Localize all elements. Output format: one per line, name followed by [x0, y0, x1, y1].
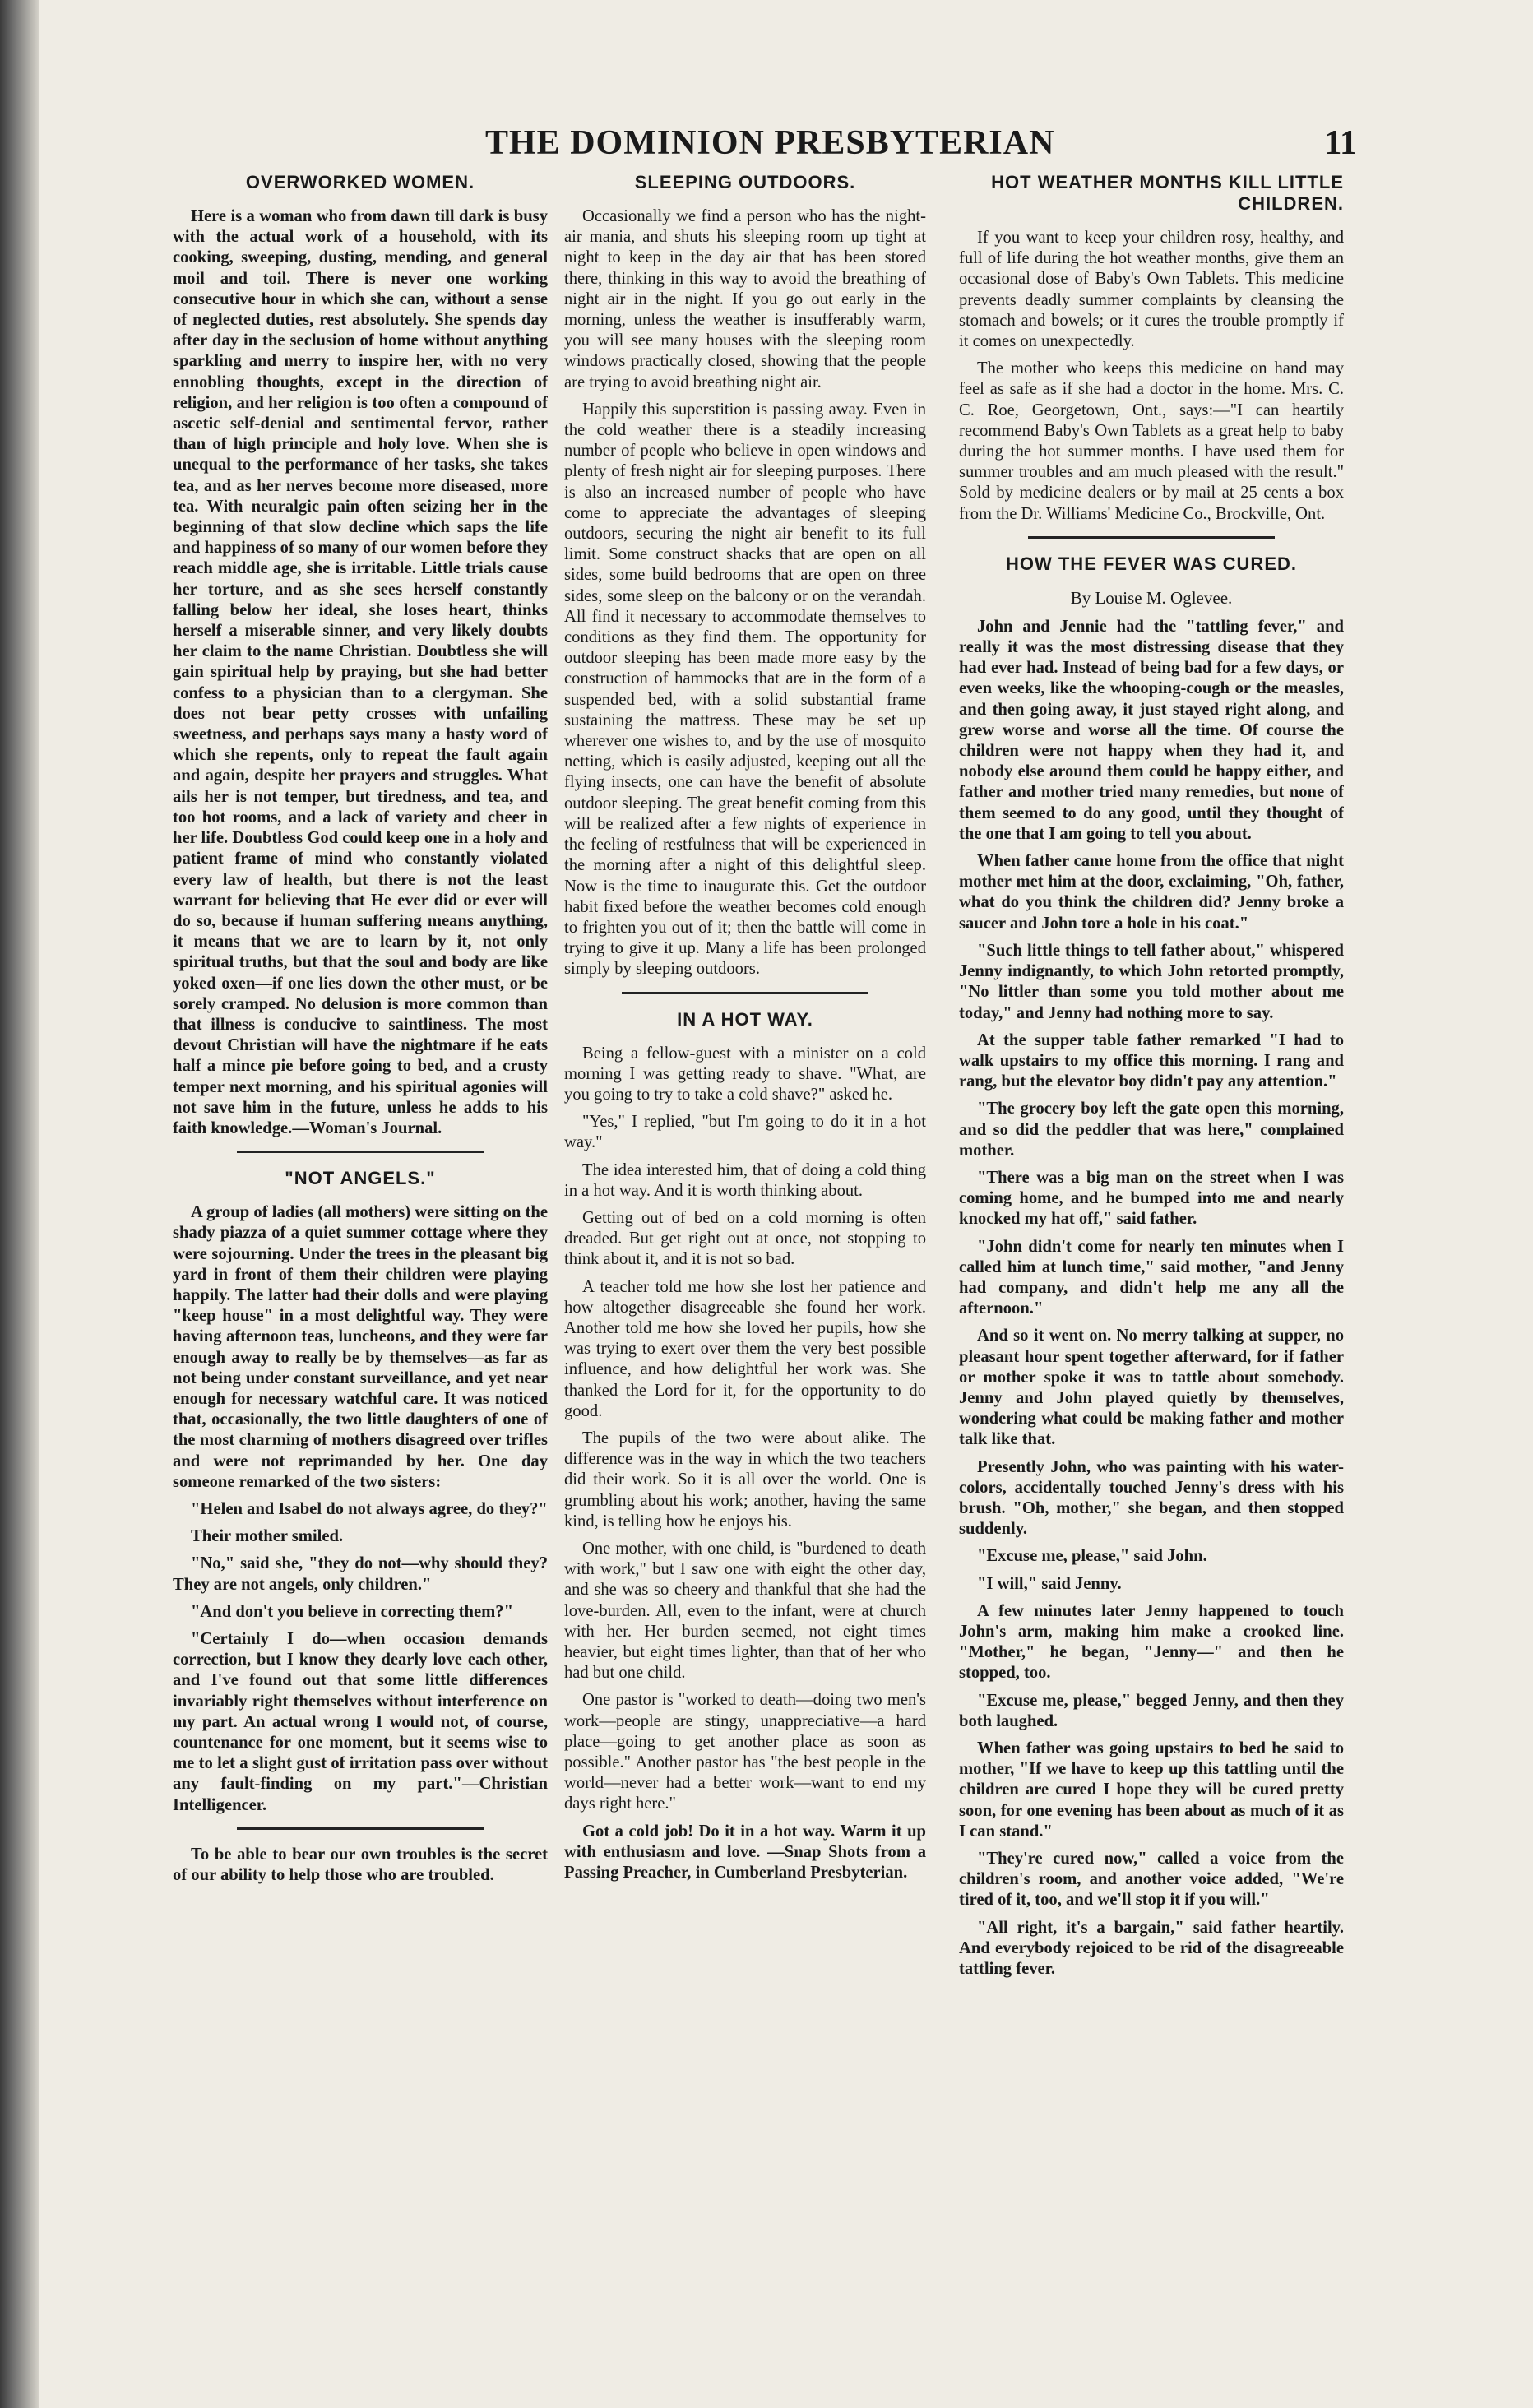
paragraph: Here is a woman who from dawn till dark is busy with the actual work of a household, with its cooking, sweeping, dusting, mending, and general moil and toil. There is never one working consecutive hour in which she can, without a sense of neglected duties, rest absolutely. She spends day after day in the seclusion of home without anything sparkling and merry to inspire her, with no very ennobling thoughts, except in the direction of religion, and her religion is too often a compound of ascetic self-denial and sentimental fervor, rather than of high principle and holy love. When she is unequal to the performance of her tasks, she takes tea, and as her nerves become more diseased, more tea. With neuralgic pain often seizing her in the beginning of that slow decline which saps the life and happiness of so many of our women before they reach middle age, she is irritable. Little trials cause her torture, and as she sees herself constantly falling below her ideal, she loses heart, thinks herself a miserable sinner, and very likely doubts her claim to the name Christian. Doubtless she will gain spiritual help by praying, but she had better confess to a physician than to a clergyman. She does not bear petty crosses with unfailing sweetness, and perhaps says many a hasty word of which she repents, only to repeat the fault again and again, despite her prayers and struggles. What ails her is not temper, but tiredness, and tea, and too hot rooms, and a lack of variety and cheer in her life. Doubtless God could keep one in a holy and patient frame of mind who constantly violated every law of health, but there is not the least warrant for believing that He ever did or ever will do so, because if human suffering means anything, it means that we are to learn by it, not only spiritual truths, but that the soul and body are like yoked oxen—if one lies down the other must, or be sorely cramped. No delusion is more common than that illness is conducive to saintliness. The most devout Christian will have the nightmare if he eats half a mince pie before going to bed, and a crusty temper next morning, and his spiritual agonies will not save him in the future, unless he adds to his faith knowledge.—Woman's Journal.: [173, 207, 548, 1137]
paragraph: "John didn't come for nearly ten minutes when I called him at lunch time," said mother, "and Jenny had company, and didn't help me any all the afternoon.": [959, 1237, 1344, 1318]
paragraph: A group of ladies (all mothers) were sitting on the shady piazza of a quiet summer cottage where they were sojourning. Under the trees in the pleasant big yard in front of them their children were playing happily. The latter had their dolls and were playing "keep house" in a most delightful way. They were having afternoon teas, luncheons, and they were far enough away to really be by themselves—as far as not being under constant surveillance, and yet near enough for necessary watchful care. It was noticed that, occasionally, the two little daughters of one of the most charming of mothers disagreed over trifles and were not reprimanded by her. One day someone remarked of the two sisters:: [173, 1203, 548, 1491]
paragraph: "Excuse me, please," begged Jenny, and then they both laughed.: [959, 1691, 1344, 1730]
article-title: HOT WEATHER MONTHS KILL LITTLE CHILDREN.: [991, 172, 1344, 214]
paragraph: Happily this superstition is passing away. Even in the cold weather there is a steadily increasing number of people who believe in open windows and plenty of fresh night air for sleeping purposes. There is also an increased number of people who have come to appreciate the advantages of sleeping outdoors, securing the night air benefit to its full limit. Some construct shacks that are open on all sides, some build bedrooms that are open on three sides, some sleep on the balcony or on the verandah. All find it necessary to accommodate themselves to conditions as they find them. The opportunity for outdoor sleeping has been made more easy by the construction of hammocks that are in the form of a suspended bed, with a solid substantial frame sustaining the mattress. These may be set up wherever one wishes to, and by the use of mosquito netting, which is easily adjusted, keeping out all the flying insects, one can have the benefit of absolute outdoor sleeping. The great benefit coming from this will be realized after a few nights of experience in the feeling of restfulness that will be experienced in the morning after a night of this delightful sleep. Now is the time to inaugurate this. Get the outdoor habit fixed before the weather becomes cold enough to frighten you out of it; then the battle will come in trying to give it up. Many a life has been prolonged simply by sleeping outdoors.: [564, 400, 926, 979]
paragraph: "Certainly I do—when occasion demands correction, but I know they dearly love each other, and I've found out that some little differences invariably right themselves without interference on my part. An actual wrong I would not, of course, countenance for one moment, but it seems wise to me to let a slight gust of irritation pass over without any fault-finding on my part."—Christian Intelligencer.: [173, 1630, 548, 1814]
article-body: [173, 206, 548, 1139]
closing-note: To be able to bear our own troubles is the secret of our ability to help those who are troubled.: [173, 1845, 548, 1885]
paragraph: "They're cured now," called a voice from the children's room, and another voice added, "We're tired of it, too, and we'll stop it if you will.": [959, 1850, 1344, 1910]
paragraph: "And don't you believe in correcting them?": [191, 1602, 514, 1621]
article-body: [564, 206, 926, 980]
article-title: IN A HOT WAY.: [677, 1008, 813, 1030]
paragraph: The mother who keeps this medicine on hand may feel as safe as if she had a doctor in the home. Mrs. C. C. Roe, Georgetown, Ont., says:—"I can heartily recommend Baby's Own Tablets as a great help to baby during the hot summer months. I have used them for summer troubles and am much pleased with the result." Sold by medicine dealers or by mail at 25 cents a box from the Dr. Williams' Medicine Co., Brockville, Ont.: [959, 359, 1344, 523]
divider: [1028, 536, 1275, 539]
paragraph: "Helen and Isabel do not always agree, do they?": [191, 1499, 548, 1518]
paragraph: One mother, with one child, is "burdened to death with work," but I saw one with eight the other day, and she was so cheery and thankful that she had the love-burden. All, even to the infant, were at church with her. Her burden seemed, not eight times heavier, but eight times lighter, than that of her who had but one child.: [564, 1539, 926, 1683]
paragraph: "There was a big man on the street when I was coming home, and he bumped into me and nearly knocked my hat off," said father.: [959, 1168, 1344, 1229]
article-body: [959, 617, 1344, 1980]
page-header: [485, 123, 1357, 169]
paragraph: When father came home from the office that night mother met him at the door, exclaiming, "Oh, father, what do you think the children did? Jenny broke a saucer and John tore a hole in his coat.": [959, 852, 1344, 933]
paragraph: A few minutes later Jenny happened to touch John's arm, making him make a crooked line. "Mother," he began, "Jenny—" and then he stopped, too.: [959, 1601, 1344, 1683]
paragraph: At the supper table father remarked "I had to walk upstairs to my office this morning. I rang and rang, but the elevator boy didn't pay any attention.": [959, 1030, 1344, 1091]
article-body: [173, 1202, 548, 1816]
paragraph: One pastor is "worked to death—doing two men's work—people are stingy, unappreciative—a hard place—going to get another place as soon as possible." Another pastor has "the best people in the world—never had a better work—want to end my days right here.": [564, 1691, 926, 1813]
paragraph: Got a cold job! Do it in a hot way. Warm it up with enthusiasm and love. —Snap Shots from a Passing Preacher, in Cumberland Presbyterian.: [564, 1822, 926, 1882]
article-title: "NOT ANGELS.": [285, 1168, 436, 1189]
paragraph: "Excuse me, please," said John.: [977, 1547, 1207, 1566]
paragraph: Presently John, who was painting with his water-colors, accidentally touched Jenny's dress with his brush. "Oh, mother," she began, and then stopped suddenly.: [959, 1457, 1344, 1539]
article-body: [959, 228, 1344, 525]
paragraph: "No," said she, "they do not—why should they? They are not angels, only children.": [173, 1554, 548, 1594]
paragraph: "I will," said Jenny.: [977, 1574, 1122, 1593]
paragraph: "Such little things to tell father about," whispered Jenny indignantly, to which John retorted promptly, "No littler than some you told mother about me today," and Jenny had nothing more to say.: [959, 941, 1344, 1022]
divider: [237, 1827, 484, 1830]
paragraph: If you want to keep your children rosy, healthy, and full of life during the hot weather months, give them an occasional dose of Baby's Own Tablets. This medicine prevents deadly summer complaints by cleansing the stomach and bowels; or it cures the trouble promptly if it comes on unexpectedly.: [959, 229, 1344, 351]
divider: [237, 1151, 484, 1153]
paragraph: A teacher told me how she lost her patience and how altogether disagreeable she found her work. Another told me how she loved her pupils, how she was trying to exert over them the very best possible influence, and how delightful her work was. She thanked the Lord for it, for the opportunity to do good.: [564, 1277, 926, 1420]
paragraph: Occasionally we find a person who has the night-air mania, and shuts his sleeping room up tight at night to keep in the day air that has been stored there, thinking in this way to avoid the breathing of night air in the night. If you go out early in the morning, unless the weather is insufferably warm, you will see many houses with the sleeping room windows practically closed, showing that the people are trying to avoid breathing night air.: [564, 207, 926, 391]
paragraph: Their mother smiled.: [191, 1527, 344, 1546]
column-middle: [564, 169, 926, 2258]
article-title: OVERWORKED WOMEN.: [245, 172, 475, 192]
paragraph: When father was going upstairs to bed he said to mother, "If we have to keep up this tattling until the children are cured I hope they will be cured pretty soon, for one evening has been about as much of it as I can stand.": [959, 1739, 1344, 1841]
paragraph: John and Jennie had the "tattling fever," and really it was the most distressing disease that they had ever had. Instead of being bad for a few days, or even weeks, like the whooping-cough or the measles, and then going away, it just stayed right along, and grew worse and worse all the time. Of course the children were not happy when they had it, and nobody else around them could be happy either, and father and mother tried many remedies, but none of them seemed to do any good, until they thought of the one that I am going to tell you about.: [959, 617, 1344, 843]
column-right: [959, 169, 1344, 2101]
divider: [622, 992, 868, 994]
article-body: [564, 1044, 926, 1884]
article-title: SLEEPING OUTDOORS.: [634, 172, 856, 192]
masthead: THE DOMINION PRESBYTERIAN: [485, 124, 1055, 162]
paragraph: "Yes," I replied, "but I'm going to do it in a hot way.": [564, 1113, 926, 1152]
article-title: HOW THE FEVER WAS CURED.: [1005, 553, 1297, 574]
page-number: 11: [1324, 124, 1357, 162]
paragraph: And so it went on. No merry talking at supper, no pleasant hour spent together afterward, for if father or mother spoke it was to tattle about somebody. Jenny and John played quietly by themselves, wondering what could be making father and mother talk like that.: [959, 1327, 1344, 1449]
paragraph: The pupils of the two were about alike. The difference was in the way in which the two teachers did their work. So it is all over the world. One is grumbling about his work; another, having the same kind, is telling how he enjoys his.: [564, 1429, 926, 1530]
paragraph: "All right, it's a bargain," said father heartily. And everybody rejoiced to be rid of the disagreeable tattling fever.: [959, 1918, 1344, 1979]
byline: By Louise M. Oglevee.: [1070, 587, 1233, 608]
scan-edge: [0, 0, 39, 2408]
paragraph: Getting out of bed on a cold morning is often dreaded. But get right out at once, not stopping to think about it, and it is not so bad.: [564, 1208, 926, 1269]
paragraph: Being a fellow-guest with a minister on a cold morning I was getting ready to shave. "What, are you going to try to take a cold shave?" asked he.: [564, 1044, 926, 1104]
paragraph: "The grocery boy left the gate open this morning, and so did the peddler that was here," complained mother.: [959, 1100, 1344, 1160]
paragraph: The idea interested him, that of doing a cold thing in a hot way. And it is worth thinking about.: [564, 1160, 926, 1200]
column-left: [173, 169, 548, 2315]
